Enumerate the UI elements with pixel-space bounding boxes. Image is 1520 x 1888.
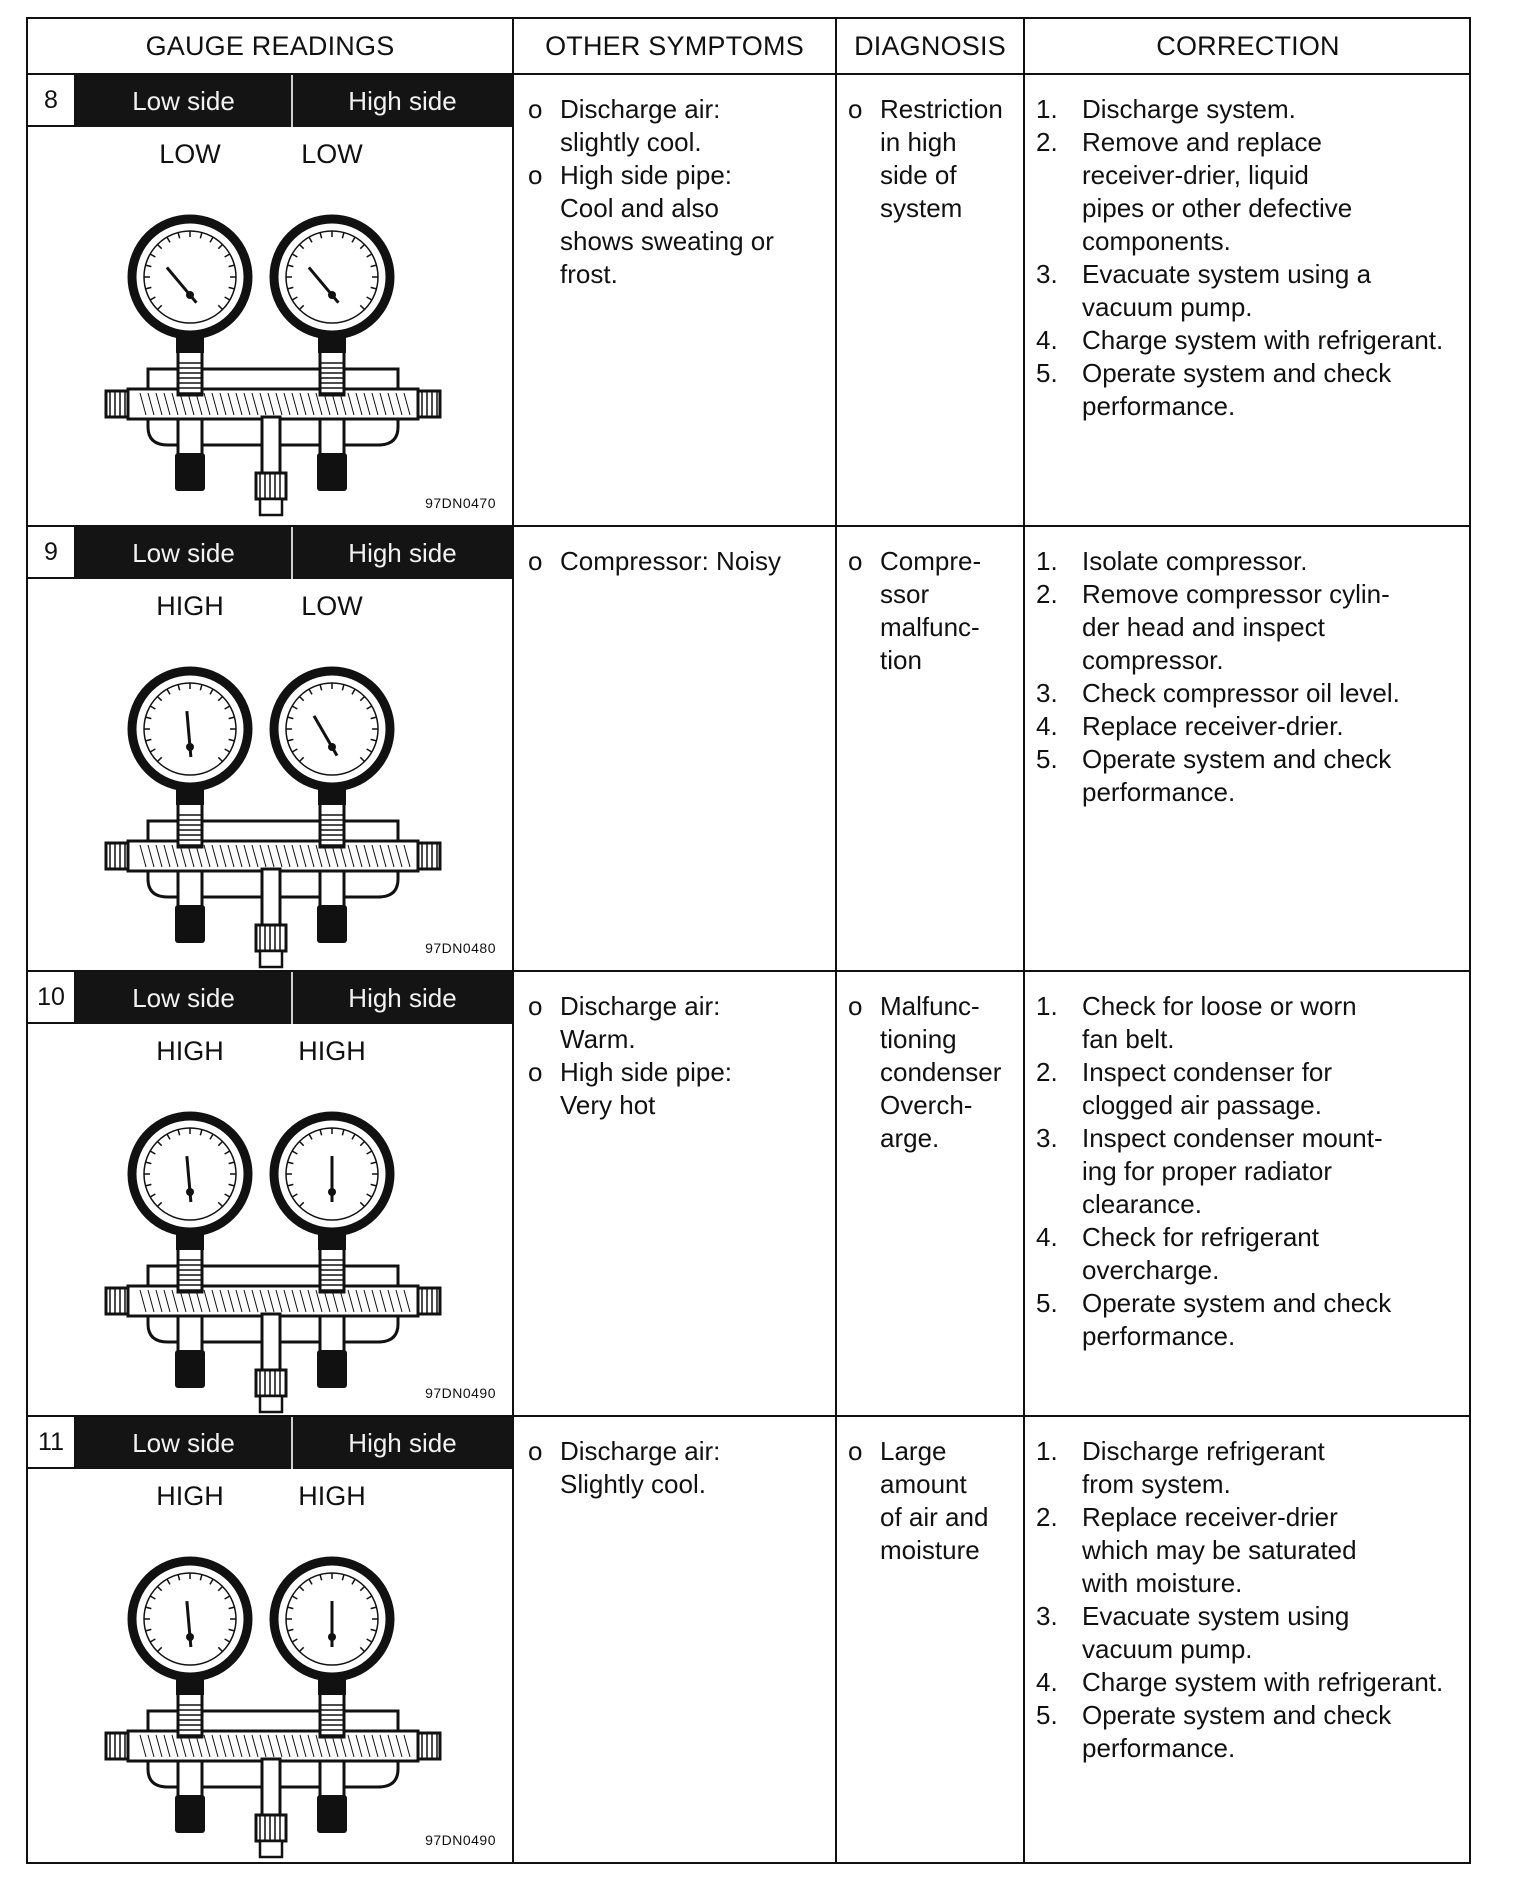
correction-step (1036, 126, 1471, 258)
correction-step (1036, 990, 1471, 1056)
other-symptoms-cell (528, 545, 828, 578)
header-diagnosis: DIAGNOSIS (854, 30, 1006, 61)
low-side-label: Low side (132, 982, 235, 1013)
figure-reference: 97DN0490 (425, 1832, 496, 1848)
high-side-label: High side (348, 85, 457, 116)
step-text: Inspect condenser for clogged air passage. (1082, 1057, 1333, 1120)
step-number: 3. (1036, 1601, 1058, 1631)
row-number: 8 (28, 75, 76, 127)
right-gauge-caption: HIGH (298, 1036, 366, 1066)
step-text: Operate system and check performance. (1082, 1700, 1392, 1763)
correction-cell (1036, 1435, 1471, 1765)
header-other-symptoms: OTHER SYMPTOMS (545, 30, 804, 61)
step-text: Operate system and check performance. (1082, 358, 1392, 421)
correction-steps (1036, 1435, 1471, 1765)
step-text: Replace receiver-drier which may be saturated with moisture. (1082, 1502, 1357, 1598)
symptom-text: Discharge air: Slightly cool. (560, 1436, 721, 1499)
correction-step (1036, 545, 1471, 578)
diagnosis-text: Large amount of air and moisture (880, 1436, 989, 1565)
bullet-marker: o (848, 546, 863, 576)
high-side-label: High side (348, 1427, 457, 1458)
manifold-gauge-icon (28, 1024, 512, 1414)
step-number: 4. (1036, 325, 1058, 355)
manifold-gauge-icon (28, 127, 512, 517)
correction-step (1036, 1435, 1471, 1501)
left-gauge-caption: HIGH (156, 1481, 224, 1511)
step-number: 3. (1036, 1123, 1058, 1153)
diagnosis-item (848, 93, 1023, 225)
symptom-text: Compressor: Noisy (560, 546, 782, 576)
step-text: Evacuate system using a vacuum pump. (1082, 259, 1372, 322)
low-side-label: Low side (132, 1427, 235, 1458)
left-gauge-caption: LOW (159, 139, 221, 169)
correction-steps (1036, 545, 1471, 809)
left-gauge-caption: HIGH (156, 1036, 224, 1066)
step-number: 5. (1036, 744, 1058, 774)
correction-step (1036, 677, 1471, 710)
diagnosis-text: Restriction in high side of system (880, 94, 1003, 223)
symptom-item (528, 990, 828, 1056)
correction-step (1036, 1056, 1471, 1122)
side-labels-bar (76, 972, 512, 1024)
table-row (28, 972, 1469, 1415)
high-side-label: High side (348, 537, 457, 568)
step-number: 4. (1036, 1222, 1058, 1252)
symptom-item (528, 1435, 828, 1501)
diagnosis-text: Malfunc- tioning condenser Overch- arge. (880, 991, 1002, 1153)
step-text: Operate system and check performance. (1082, 1288, 1392, 1351)
step-text: Evacuate system using vacuum pump. (1082, 1601, 1350, 1664)
header-gauge-readings: GAUGE READINGS (145, 30, 395, 61)
symptom-item (528, 159, 828, 291)
step-text: Operate system and check performance. (1082, 744, 1392, 807)
step-number: 5. (1036, 1700, 1058, 1730)
right-gauge-caption: LOW (301, 139, 363, 169)
diagnosis-cell (848, 93, 1023, 225)
left-gauge-caption: HIGH (156, 591, 224, 621)
correction-step (1036, 1122, 1471, 1221)
step-text: Check compressor oil level. (1082, 678, 1400, 708)
correction-cell (1036, 990, 1471, 1353)
correction-step (1036, 357, 1471, 423)
figure-reference: 97DN0470 (425, 495, 496, 511)
troubleshooting-table (26, 17, 1471, 1864)
step-text: Replace receiver-drier. (1082, 711, 1344, 741)
step-text: Discharge refrigerant from system. (1082, 1436, 1325, 1499)
high-side-label: High side (348, 982, 457, 1013)
correction-steps (1036, 93, 1471, 423)
gauge-readings-cell (28, 972, 512, 1415)
row-number: 9 (28, 527, 76, 579)
bullet-marker: o (528, 94, 543, 124)
correction-step (1036, 1287, 1471, 1353)
correction-step (1036, 93, 1471, 126)
step-text: Charge system with refrigerant. (1082, 1667, 1444, 1697)
diagnosis-cell (848, 990, 1023, 1155)
step-text: Check for refrigerant overcharge. (1082, 1222, 1319, 1285)
symptom-text: Discharge air: slightly cool. (560, 94, 721, 157)
symptom-text: High side pipe: Very hot (560, 1057, 732, 1120)
bullet-marker: o (848, 1436, 863, 1466)
diagnosis-text: Compre- ssor malfunc- tion (880, 546, 982, 675)
correction-steps (1036, 990, 1471, 1353)
bullet-marker: o (528, 1436, 543, 1466)
other-symptoms-cell (528, 1435, 828, 1501)
step-text: Charge system with refrigerant. (1082, 325, 1444, 355)
step-text: Remove and replace receiver-drier, liquid pipes or other defective components. (1082, 127, 1353, 256)
other-symptoms-cell (528, 93, 828, 291)
gauge-readings-cell (28, 527, 512, 970)
correction-step (1036, 743, 1471, 809)
step-number: 2. (1036, 1502, 1058, 1532)
step-number: 3. (1036, 678, 1058, 708)
header-correction: CORRECTION (1156, 30, 1340, 61)
row-number: 10 (28, 972, 76, 1024)
side-labels-bar (76, 1417, 512, 1469)
bullet-marker: o (528, 991, 543, 1021)
bullet-marker: o (528, 546, 543, 576)
bullet-marker: o (848, 991, 863, 1021)
diagnosis-cell (848, 1435, 1023, 1567)
step-number: 1. (1036, 94, 1058, 124)
low-side-label: Low side (132, 537, 235, 568)
gauge-readings-cell (28, 75, 512, 525)
correction-step (1036, 1600, 1471, 1666)
side-labels-bar (76, 527, 512, 579)
correction-cell (1036, 545, 1471, 809)
correction-step (1036, 1666, 1471, 1699)
table-row (28, 75, 1469, 525)
step-text: Inspect condenser mount- ing for proper radiator clearance. (1082, 1123, 1383, 1219)
step-number: 2. (1036, 1057, 1058, 1087)
symptom-item (528, 1056, 828, 1122)
step-text: Isolate compressor. (1082, 546, 1308, 576)
correction-step (1036, 258, 1471, 324)
right-gauge-caption: LOW (301, 591, 363, 621)
step-number: 5. (1036, 358, 1058, 388)
symptom-item (528, 93, 828, 159)
step-number: 4. (1036, 1667, 1058, 1697)
correction-step (1036, 1501, 1471, 1600)
diagnosis-item (848, 545, 1023, 677)
correction-step (1036, 1699, 1471, 1765)
table-row (28, 1417, 1469, 1862)
correction-cell (1036, 93, 1471, 423)
step-text: Discharge system. (1082, 94, 1296, 124)
step-number: 4. (1036, 711, 1058, 741)
step-number: 3. (1036, 259, 1058, 289)
symptom-item (528, 545, 828, 578)
step-number: 2. (1036, 579, 1058, 609)
step-number: 1. (1036, 1436, 1058, 1466)
bullet-marker: o (528, 160, 543, 190)
step-number: 2. (1036, 127, 1058, 157)
correction-step (1036, 710, 1471, 743)
step-number: 1. (1036, 991, 1058, 1021)
correction-step (1036, 578, 1471, 677)
symptom-text: Discharge air: Warm. (560, 991, 721, 1054)
gauge-readings-cell (28, 1417, 512, 1862)
bullet-marker: o (528, 1057, 543, 1087)
diagnosis-item (848, 990, 1023, 1155)
other-symptoms-cell (528, 990, 828, 1122)
row-number: 11 (28, 1417, 76, 1469)
step-text: Check for loose or worn fan belt. (1082, 991, 1357, 1054)
bullet-marker: o (848, 94, 863, 124)
step-number: 1. (1036, 546, 1058, 576)
step-text: Remove compressor cylin- der head and inspect compressor. (1082, 579, 1390, 675)
figure-reference: 97DN0480 (425, 940, 496, 956)
diagnosis-cell (848, 545, 1023, 677)
step-number: 5. (1036, 1288, 1058, 1318)
correction-step (1036, 324, 1471, 357)
side-labels-bar (76, 75, 512, 127)
correction-step (1036, 1221, 1471, 1287)
right-gauge-caption: HIGH (298, 1481, 366, 1511)
table-row (28, 527, 1469, 970)
low-side-label: Low side (132, 85, 235, 116)
manifold-gauge-icon (28, 1469, 512, 1859)
symptom-text: High side pipe: Cool and also shows sweating or frost. (560, 160, 774, 289)
manifold-gauge-icon (28, 579, 512, 969)
diagnosis-item (848, 1435, 1023, 1567)
figure-reference: 97DN0490 (425, 1385, 496, 1401)
